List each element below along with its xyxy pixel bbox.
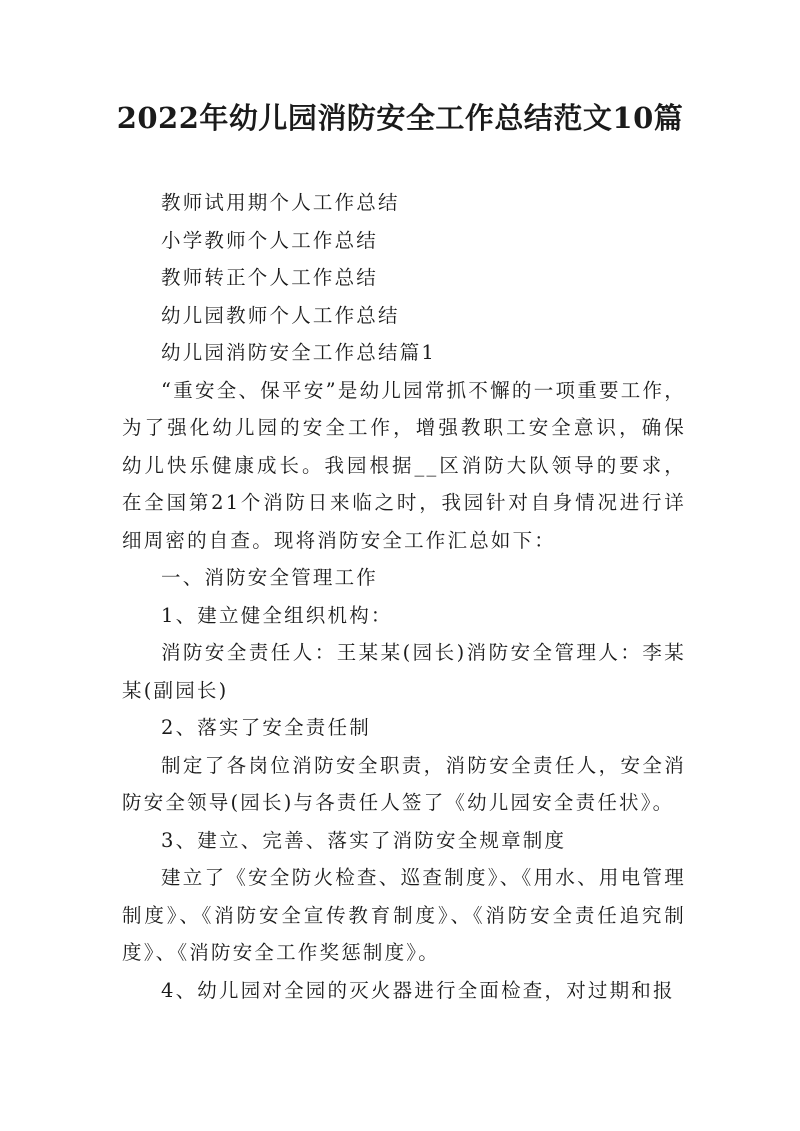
document-body	[122, 184, 686, 1009]
subsection-heading: 2、落实了安全责任制	[161, 716, 371, 739]
document-title: 2022年幼儿园消防安全工作总结范文10篇	[116, 101, 684, 135]
link-primary-teacher-summary[interactable]: 小学教师个人工作总结	[161, 228, 379, 252]
subsection-heading: 4、幼儿园对全园的灭火器进行全面检查，对过期和报	[161, 978, 675, 1002]
section-heading: 一、消防安全管理工作	[161, 566, 379, 589]
body-paragraph: 制定了各岗位消防安全职责，消防安全责任人，安全消防安全领导(园长)与各责任人签了《幼儿园安全责任状》。	[122, 753, 686, 814]
link-kindergarten-teacher-summary[interactable]: 幼儿园教师个人工作总结	[161, 303, 400, 327]
subsection-heading: 3、建立、完善、落实了消防安全规章制度	[161, 828, 567, 852]
link-teacher-regularization-summary[interactable]: 教师转正个人工作总结	[161, 266, 379, 289]
body-paragraph: “重安全、保平安”是幼儿园常抓不懈的一项重要工作，为了强化幼儿园的安全工作，增强教职工安全意识，确保幼儿快乐健康成长。我园根据__区消防大队领导的要求，在全国第21个消防日来临之时，我园针对自身情况进行详细周密的自查。现将消防安全工作汇总如下：	[122, 378, 686, 552]
link-teacher-probation-summary[interactable]: 教师试用期个人工作总结	[161, 191, 400, 214]
body-paragraph: 消防安全责任人：王某某(园长)消防安全管理人：李某某(副园长)	[122, 641, 686, 702]
body-paragraph: 建立了《安全防火检查、巡查制度》、《用水、用电管理制度》、《消防安全宣传教育制度》、《消防安全责任追究制度》、《消防安全工作奖惩制度》。	[122, 866, 686, 964]
section-heading: 幼儿园消防安全工作总结篇1	[161, 341, 437, 364]
subsection-heading: 1、建立健全组织机构：	[161, 603, 393, 627]
